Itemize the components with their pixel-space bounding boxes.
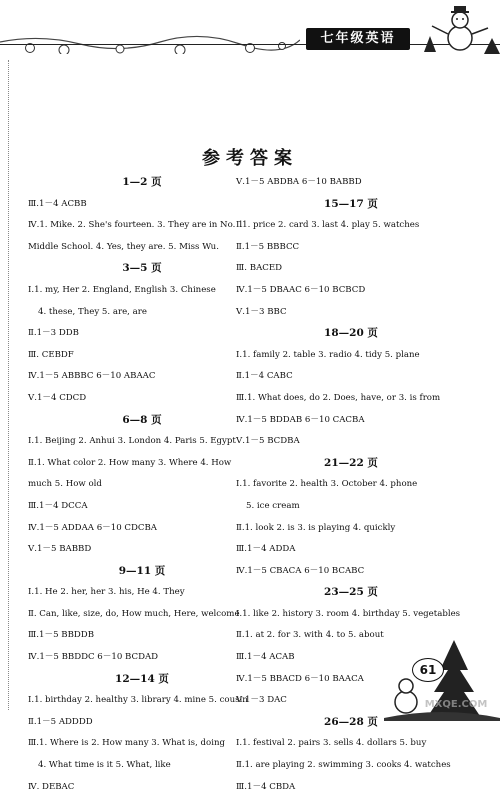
answer-line: Ⅲ. CEBDF bbox=[28, 349, 74, 360]
answer-line: Ⅴ.1－5 BCDBA bbox=[236, 436, 300, 447]
answer-line: 5. ice cream bbox=[246, 500, 300, 511]
answer-line: Ⅱ. Can, like, size, do, How much, Here, welcome bbox=[28, 608, 240, 619]
grade-title-badge: 七年级英语 bbox=[306, 28, 410, 50]
answer-line: Ⅰ.1. favorite 2. health 3. October 4. phone bbox=[236, 479, 418, 490]
answer-line: Ⅰ.1. price 2. card 3. last 4. play 5. watches bbox=[236, 220, 420, 231]
answer-line: Ⅳ.1. Mike. 2. She's fourteen. 3. They are in No. 1 bbox=[28, 220, 244, 231]
answer-line: Ⅲ.1－4 ACBB bbox=[28, 198, 87, 209]
answer-line: Ⅴ.1－3 BBC bbox=[236, 306, 287, 317]
answer-line: 4. these, They 5. are, are bbox=[38, 306, 147, 317]
answer-line: Ⅲ.1－4 CBDA bbox=[236, 781, 296, 792]
answer-line: Ⅳ.1－5 ABBBC 6－10 ABAAC bbox=[28, 371, 156, 382]
section-heading: 21—22 页 bbox=[324, 456, 378, 469]
answer-line: Ⅳ.1－5 CBACA 6－10 BCABC bbox=[236, 565, 365, 576]
answer-line: Ⅳ.1－5 ADDAA 6－10 CDCBA bbox=[28, 522, 157, 533]
section-heading: 12—14 页 bbox=[115, 672, 169, 685]
section-heading: 26—28 页 bbox=[324, 715, 378, 728]
answer-line: Ⅰ.1. like 2. history 3. room 4. birthday 5. vegetables bbox=[236, 608, 461, 619]
answer-line: Ⅱ.1－5 ADDDD bbox=[28, 716, 93, 727]
answer-line: Ⅳ.1－5 BBDDC 6－10 BCDAD bbox=[28, 652, 159, 663]
answer-line: Ⅴ.1－4 CDCD bbox=[28, 392, 87, 403]
answer-line: Ⅲ.1. Where is 2. How many 3. What is, doing bbox=[28, 738, 225, 749]
answer-line: Ⅱ.1. look 2. is 3. is playing 4. quickly bbox=[236, 522, 396, 533]
section-heading: 1—2 页 bbox=[122, 176, 162, 188]
answer-line: Ⅳ.1－5 BDDAB 6－10 CACBA bbox=[236, 414, 365, 425]
watermark: MXQE.COM bbox=[424, 699, 488, 710]
section-heading: 18—20 页 bbox=[324, 327, 378, 340]
answer-line: Ⅲ.1－4 ADDA bbox=[236, 544, 296, 555]
section-heading: 23—25 页 bbox=[324, 586, 378, 599]
answer-line: Ⅰ.1. He 2. her, her 3. his, He 4. They bbox=[28, 587, 185, 598]
answer-line: Ⅲ. BACED bbox=[236, 263, 283, 274]
answer-line: Ⅱ.1. are playing 2. swimming 3. cooks 4. watches bbox=[236, 760, 451, 771]
snowman-icon bbox=[410, 0, 500, 56]
answer-line: 4. What time is it 5. What, like bbox=[38, 760, 171, 771]
section-heading: 6—8 页 bbox=[122, 413, 162, 426]
ornament-garland-icon bbox=[0, 4, 300, 54]
answer-line: Ⅰ.1. festival 2. pairs 3. sells 4. dollars 5. buy bbox=[236, 738, 427, 749]
answer-line: Ⅲ.1－4 DCCA bbox=[28, 500, 88, 511]
answer-line: Ⅲ.1－4 ACAB bbox=[236, 652, 295, 663]
answer-line: much 5. How old bbox=[28, 479, 102, 490]
answer-line: Ⅴ.1－3 DAC bbox=[236, 695, 287, 706]
answer-line: Ⅰ.1. my, Her 2. England, English 3. Chinese bbox=[28, 284, 216, 295]
document-title: 参考答案 bbox=[202, 148, 298, 169]
answer-line: Ⅳ.1－5 DBAAC 6－10 BCBCD bbox=[236, 284, 366, 295]
answer-line: Ⅱ.1－4 CABC bbox=[236, 371, 293, 382]
section-heading: 3—5 页 bbox=[122, 262, 162, 275]
answer-line: Ⅲ.1. What does, do 2. Does, have, or 3. is from bbox=[236, 392, 441, 403]
answer-line: Ⅱ.1－5 BBBCC bbox=[236, 241, 300, 252]
answer-line: Ⅱ.1. at 2. for 3. with 4. to 5. about bbox=[236, 630, 384, 641]
answer-line: Ⅳ. DEBAC bbox=[28, 781, 75, 792]
answer-line: Middle School. 4. Yes, they are. 5. Miss Wu. bbox=[28, 241, 219, 252]
answer-line: Ⅰ.1. birthday 2. healthy 3. library 4. mine 5. cousin bbox=[28, 695, 248, 706]
answer-column-left bbox=[28, 172, 256, 798]
section-heading: 9—11 页 bbox=[118, 564, 166, 577]
answer-line: Ⅱ.1－3 DDB bbox=[28, 328, 79, 339]
page-number: 61 bbox=[412, 658, 444, 682]
answer-line: Ⅰ.1. Beijing 2. Anhui 3. London 4. Paris 5. Egypt bbox=[28, 436, 236, 447]
answer-line: Ⅳ.1－5 BBACD 6－10 BAACA bbox=[236, 673, 364, 684]
answer-line: Ⅲ.1－5 BBDDB bbox=[28, 630, 95, 641]
answer-line: Ⅴ.1－5 ABDBA 6－10 BABBD bbox=[236, 177, 362, 187]
section-heading: 15—17 页 bbox=[324, 197, 378, 210]
answer-line: Ⅰ.1. family 2. table 3. radio 4. tidy 5. plane bbox=[236, 349, 420, 360]
answer-line: Ⅴ.1－5 BABBD bbox=[28, 544, 92, 555]
answer-line: Ⅱ.1. What color 2. How many 3. Where 4. How bbox=[28, 457, 232, 468]
